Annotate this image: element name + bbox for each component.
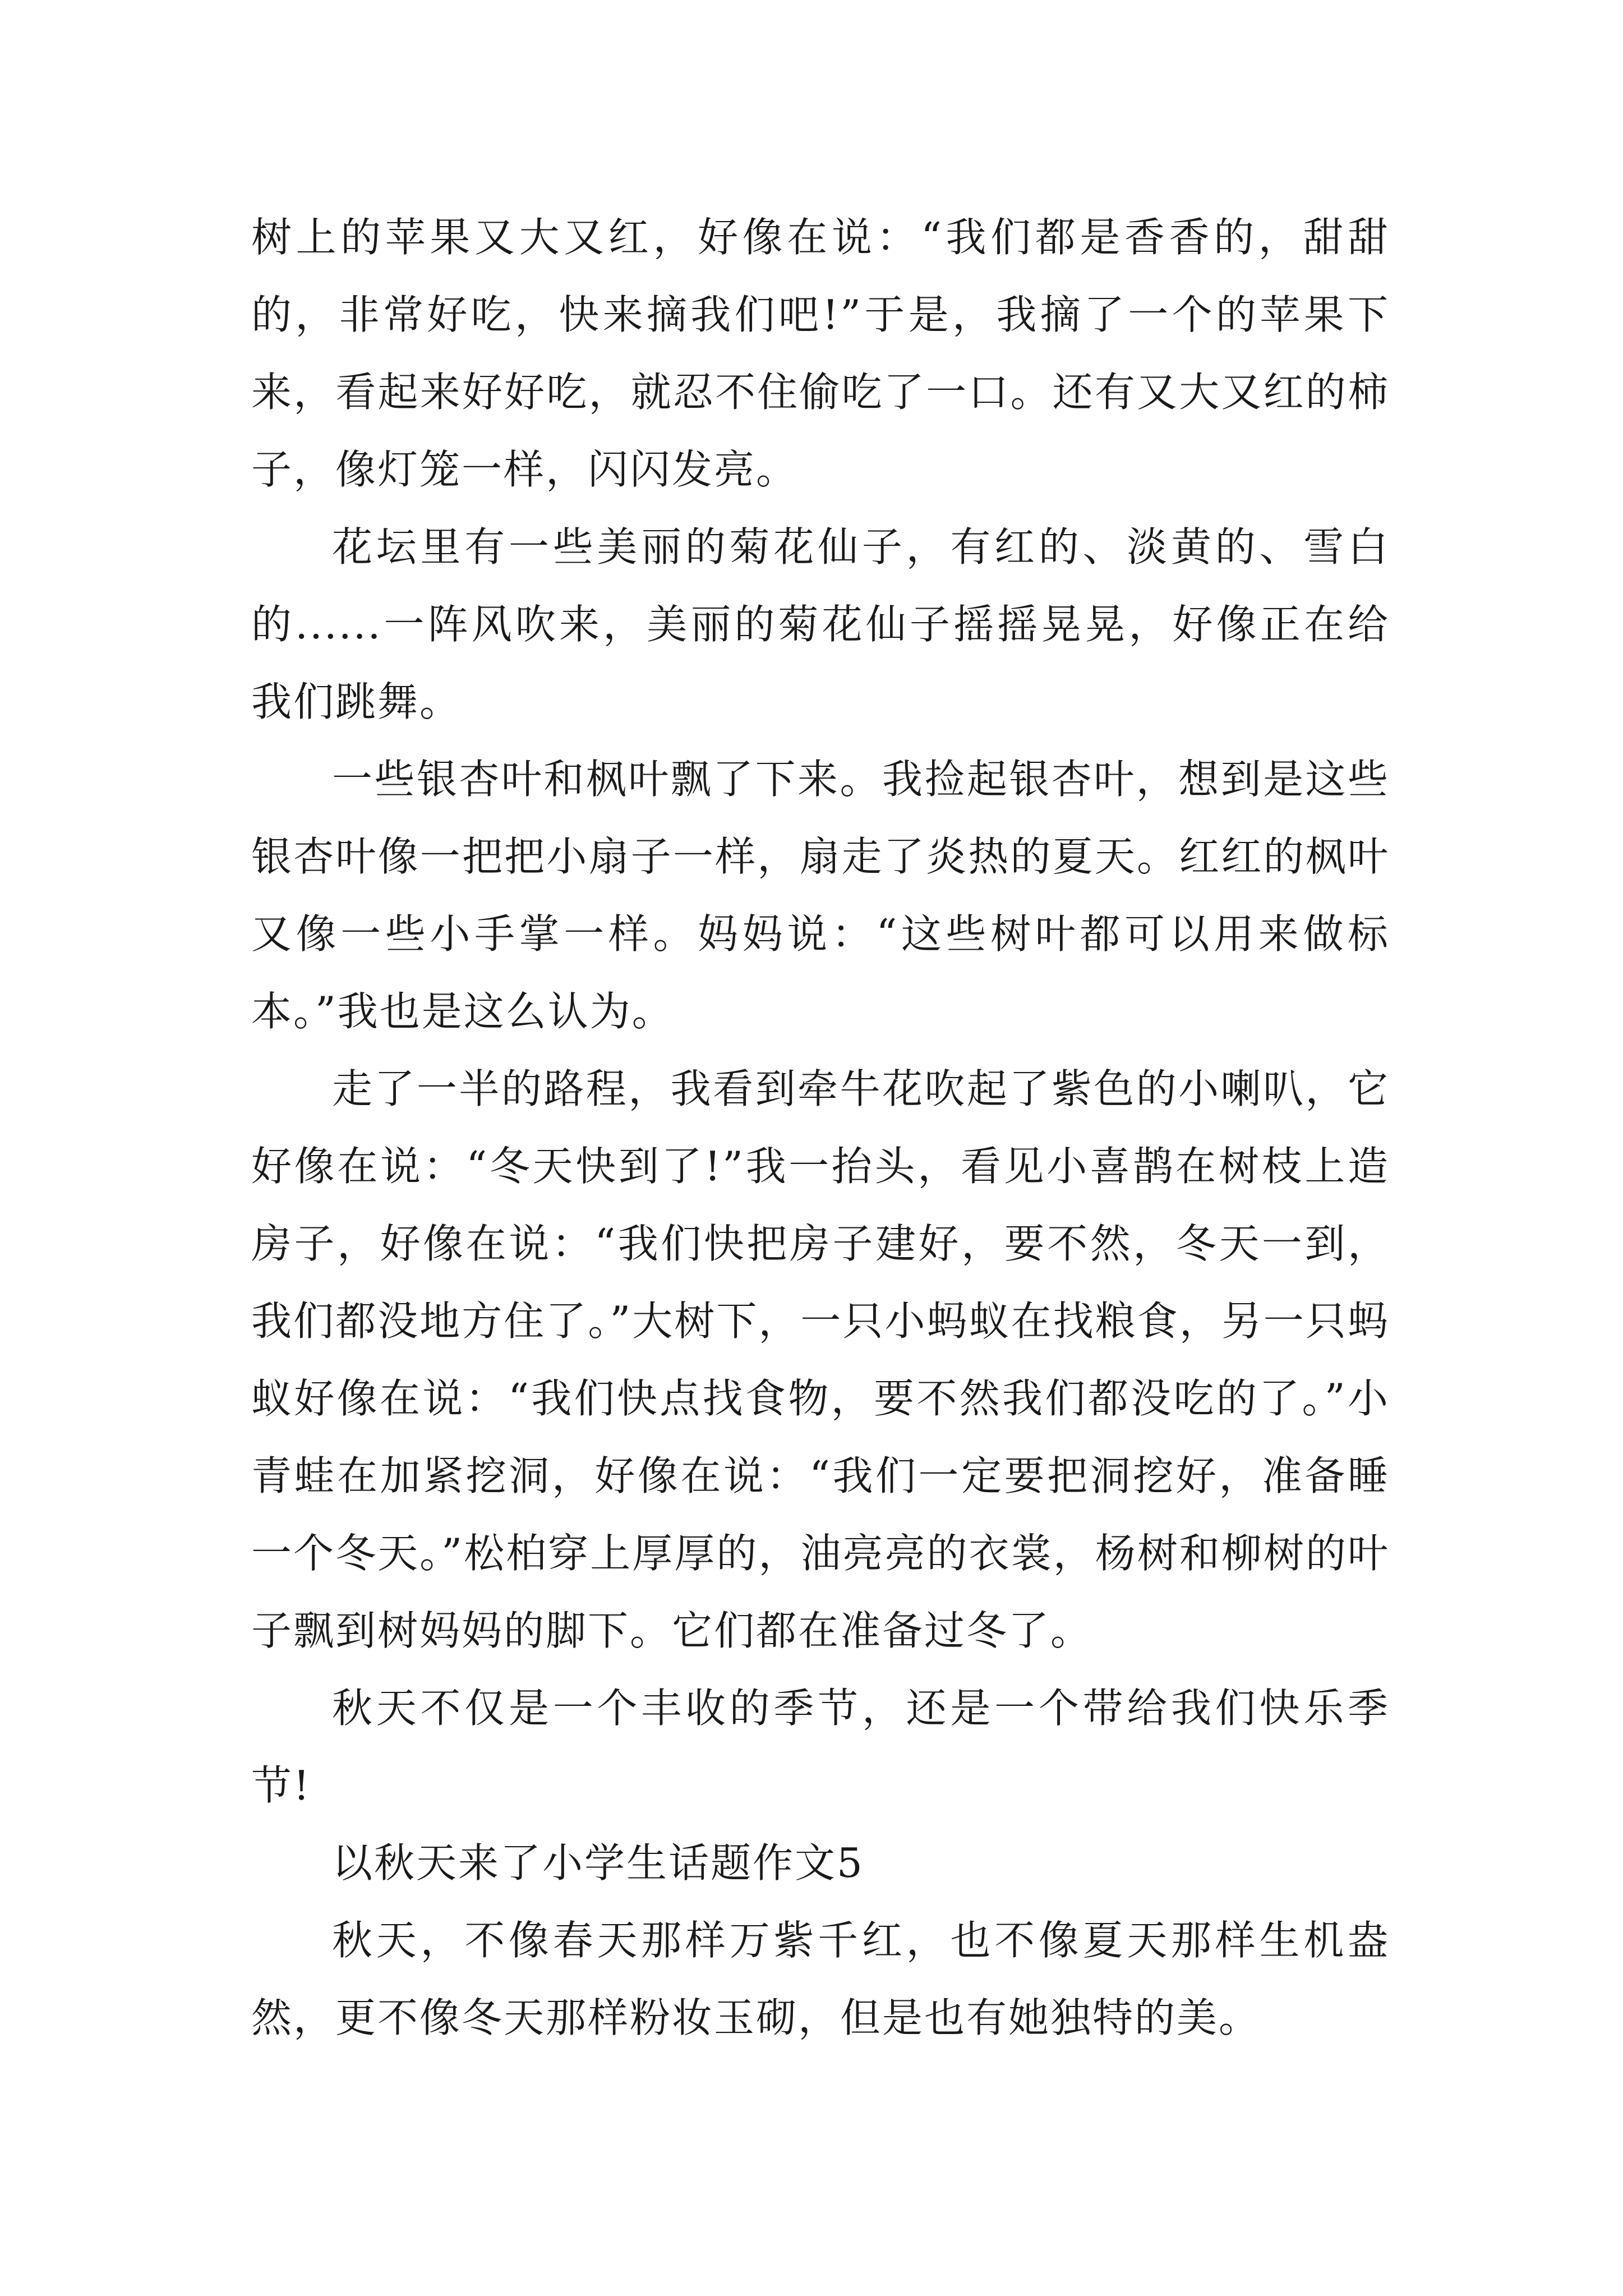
paragraph-leaves: 一些银杏叶和枫叶飘了下来。我捡起银杏叶，想到是这些银杏叶像一把把小扇子一样，扇走了炎热的夏天。红红的枫叶又像一些小手掌一样。妈妈说：“这些树叶都可以用来做标本。”我也是这么认为。: [251, 756, 1390, 1035]
paragraph-chrysanthemums: 花坛里有一些美丽的菊花仙子，有红的、淡黄的、雪白的......一阵风吹来，美丽的菊花仙子摇摇晃晃，好像正在给我们跳舞。: [251, 523, 1390, 725]
paragraph-autumn-joy: 秋天不仅是一个丰收的季节，还是一个带给我们快乐季节!: [251, 1685, 1390, 1809]
section-heading: 以秋天来了小学生话题作文5: [332, 1839, 864, 1887]
paragraph-preparing-for-winter: 走了一半的路程，我看到牵牛花吹起了紫色的小喇叭，它好像在说：“冬天快到了!”我一抬头，看见小喜鹊在树枝上造房子，好像在说：“我们快把房子建好，要不然，冬天一到，我们都没地方住了。”大树下，一只小蚂蚁在找粮食，另一只蚂蚁好像在说：“我们快点找食物，要不然我们都没吃的了。”小青蛙在加紧挖洞，好像在说：“我们一定要把洞挖好，准备睡一个冬天。”松柏穿上厚厚的，油亮亮的衣裳，杨树和柳树的叶子飘到树妈妈的脚下。它们都在准备过冬了。: [251, 1065, 1390, 1654]
document-body: [251, 199, 1390, 2056]
paragraph-apples: 树上的苹果又大又红，好像在说：“我们都是香香的，甜甜的，非常好吃，快来摘我们吧!”于是，我摘了一个的苹果下来，看起来好好吃，就忍不住偷吃了一口。还有又大又红的柿子，像灯笼一样，闪闪发亮。: [251, 214, 1390, 493]
paragraph-autumn-beauty: 秋天，不像春天那样万紫千红，也不像夏天那样生机盎然，更不像冬天那样粉妆玉砌，但是也有她独特的美。: [251, 1917, 1390, 2041]
